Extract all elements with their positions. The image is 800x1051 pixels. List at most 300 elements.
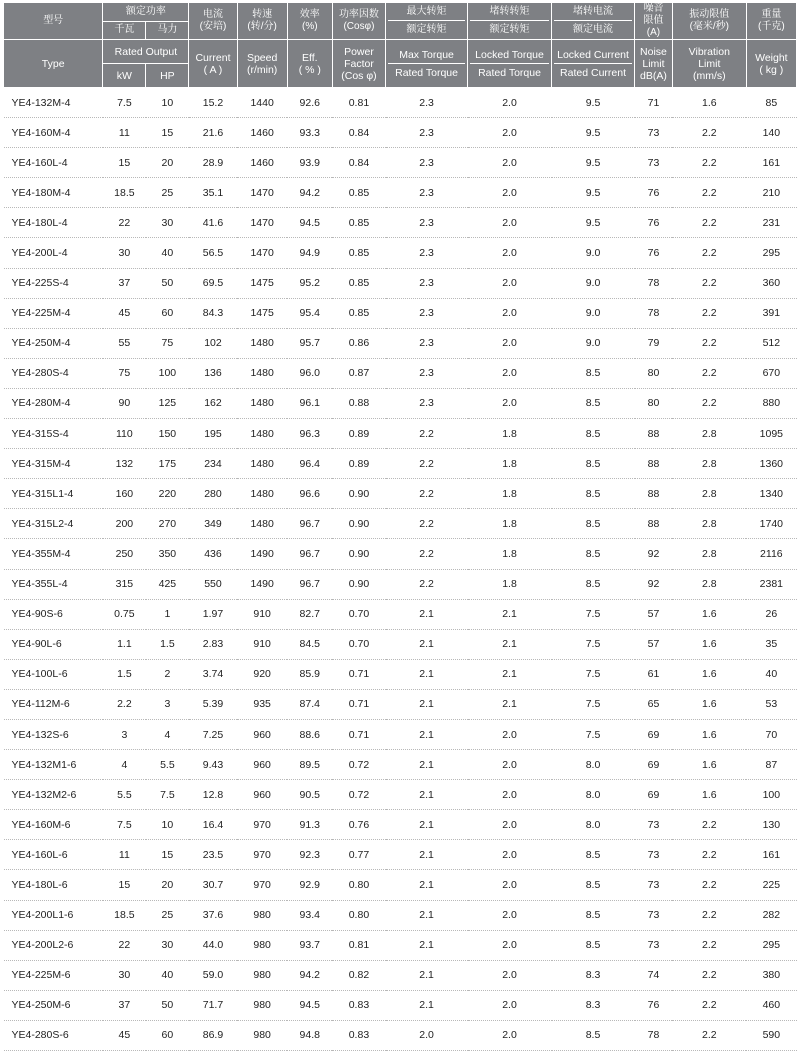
table-row (4, 719, 797, 749)
table-cell: 30.7 (189, 870, 237, 900)
table-cell: 2.3 (386, 238, 468, 268)
table-cell: 8.5 (552, 569, 635, 599)
table-cell: 391 (746, 298, 796, 328)
table-cell: 76 (635, 208, 673, 238)
table-cell: 2.8 (672, 569, 746, 599)
table-cell: 970 (237, 840, 287, 870)
table-cell: 0.90 (332, 509, 385, 539)
table-cell: 15 (103, 148, 146, 178)
table-cell: 162 (189, 388, 237, 418)
table-cell: 0.88 (332, 388, 385, 418)
header-max-torque-zh: 最大转矩 额定转矩 (386, 3, 468, 40)
table-cell: 18.5 (103, 900, 146, 930)
table-cell: 1480 (237, 449, 287, 479)
table-cell-type: YE4-90L-6 (4, 629, 103, 659)
table-cell: 225 (746, 870, 796, 900)
table-row (4, 118, 797, 148)
table-row (4, 780, 797, 810)
table-cell: 2.3 (386, 148, 468, 178)
table-cell: 2.2 (672, 1020, 746, 1050)
table-cell: 2.0 (468, 268, 552, 298)
table-cell: 45 (103, 298, 146, 328)
table-row (4, 479, 797, 509)
header-type-en: Type (4, 40, 103, 88)
table-cell: 195 (189, 419, 237, 449)
table-cell: 87.4 (287, 689, 332, 719)
table-cell: 1.6 (672, 629, 746, 659)
table-row (4, 629, 797, 659)
table-cell: 0.72 (332, 780, 385, 810)
table-cell: 2.2 (672, 238, 746, 268)
table-cell: 9.5 (552, 88, 635, 118)
table-cell: 0.72 (332, 750, 385, 780)
table-cell: 2.0 (468, 719, 552, 749)
table-cell: 1.1 (103, 629, 146, 659)
table-cell: 88 (635, 479, 673, 509)
table-cell: 88 (635, 509, 673, 539)
table-cell: 60 (146, 1020, 189, 1050)
table-cell: 69 (635, 780, 673, 810)
table-cell: 9.0 (552, 328, 635, 358)
table-cell: 0.76 (332, 810, 385, 840)
table-cell: 88.6 (287, 719, 332, 749)
table-cell: 12.8 (189, 780, 237, 810)
table-row (4, 238, 797, 268)
table-cell: 0.71 (332, 659, 385, 689)
table-cell: 92 (635, 569, 673, 599)
table-cell: 71 (635, 88, 673, 118)
table-cell: 436 (189, 539, 237, 569)
table-cell: 960 (237, 780, 287, 810)
table-cell: 1.8 (468, 449, 552, 479)
table-cell: 2.1 (386, 990, 468, 1020)
table-cell-type: YE4-280M-4 (4, 388, 103, 418)
table-cell: 282 (746, 900, 796, 930)
table-cell: 7.5 (552, 599, 635, 629)
table-cell: 1.6 (672, 719, 746, 749)
table-cell: 60 (146, 298, 189, 328)
table-row (4, 870, 797, 900)
table-cell: 96.4 (287, 449, 332, 479)
table-cell: 360 (746, 268, 796, 298)
table-cell: 8.5 (552, 479, 635, 509)
table-cell: 250 (103, 539, 146, 569)
table-cell: 1470 (237, 208, 287, 238)
header-rated-power-zh: 额定功率 (103, 3, 189, 22)
table-cell: 102 (189, 328, 237, 358)
table-row (4, 569, 797, 599)
table-cell: 2.0 (468, 388, 552, 418)
table-cell: 1480 (237, 388, 287, 418)
table-cell: 100 (146, 358, 189, 388)
table-cell: 5.5 (103, 780, 146, 810)
table-cell: 8.5 (552, 358, 635, 388)
table-cell: 100 (746, 780, 796, 810)
table-row (4, 1020, 797, 1050)
table-cell: 2.0 (468, 1020, 552, 1050)
table-cell: 56.5 (189, 238, 237, 268)
table-cell: 35 (746, 629, 796, 659)
table-cell: 2.0 (468, 118, 552, 148)
table-cell-type: YE4-160M-6 (4, 810, 103, 840)
header-model-zh: 型号 (4, 3, 103, 40)
table-cell-type: YE4-132M2-6 (4, 780, 103, 810)
table-cell: 2.0 (468, 208, 552, 238)
table-cell: 8.5 (552, 419, 635, 449)
table-cell: 2.3 (386, 118, 468, 148)
table-cell: 76 (635, 178, 673, 208)
table-cell: 0.85 (332, 298, 385, 328)
table-cell: 2.0 (386, 1020, 468, 1050)
table-row (4, 750, 797, 780)
table-cell: 315 (103, 569, 146, 599)
table-cell: 1480 (237, 358, 287, 388)
table-cell: 9.0 (552, 268, 635, 298)
table-cell: 130 (746, 810, 796, 840)
table-cell: 970 (237, 870, 287, 900)
table-cell: 9.0 (552, 238, 635, 268)
table-cell: 380 (746, 960, 796, 990)
table-cell: 59.0 (189, 960, 237, 990)
table-cell: 2.1 (386, 930, 468, 960)
table-cell: 2.1 (468, 689, 552, 719)
table-cell: 75 (103, 358, 146, 388)
table-cell: 9.5 (552, 178, 635, 208)
table-cell: 175 (146, 449, 189, 479)
table-cell: 2.0 (468, 960, 552, 990)
table-cell: 0.86 (332, 328, 385, 358)
table-cell: 78 (635, 298, 673, 328)
table-cell: 2.1 (468, 659, 552, 689)
header-vibration-zh: 振动限值 (毫米/秒) (672, 3, 746, 40)
table-cell: 8.5 (552, 870, 635, 900)
table-cell: 3.74 (189, 659, 237, 689)
table-cell: 590 (746, 1020, 796, 1050)
table-cell: 88 (635, 419, 673, 449)
table-cell: 69.5 (189, 268, 237, 298)
table-cell: 220 (146, 479, 189, 509)
table-cell: 95.2 (287, 268, 332, 298)
table-cell: 2.2 (386, 419, 468, 449)
table-cell: 295 (746, 930, 796, 960)
table-cell: 2.0 (468, 900, 552, 930)
table-row (4, 840, 797, 870)
table-cell: 57 (635, 599, 673, 629)
table-cell: 15.2 (189, 88, 237, 118)
table-cell: 89.5 (287, 750, 332, 780)
table-cell: 94.5 (287, 208, 332, 238)
table-row (4, 810, 797, 840)
table-cell: 2.0 (468, 990, 552, 1020)
table-row (4, 178, 797, 208)
table-cell: 8.3 (552, 960, 635, 990)
table-cell: 200 (103, 509, 146, 539)
table-cell: 550 (189, 569, 237, 599)
table-cell: 86.9 (189, 1020, 237, 1050)
table-cell: 40 (746, 659, 796, 689)
table-cell: 8.5 (552, 388, 635, 418)
table-cell: 2.1 (386, 659, 468, 689)
table-cell: 96.3 (287, 419, 332, 449)
table-cell: 1.6 (672, 750, 746, 780)
header-current-zh: 电流 (安培) (189, 3, 237, 40)
table-cell-type: YE4-180M-4 (4, 178, 103, 208)
table-cell: 55 (103, 328, 146, 358)
table-row (4, 960, 797, 990)
table-cell-type: YE4-315M-4 (4, 449, 103, 479)
table-cell: 7.5 (552, 689, 635, 719)
table-cell: 280 (189, 479, 237, 509)
table-cell: 425 (146, 569, 189, 599)
table-row (4, 449, 797, 479)
table-cell: 95.7 (287, 328, 332, 358)
table-cell-type: YE4-355L-4 (4, 569, 103, 599)
table-cell: 80 (635, 388, 673, 418)
table-cell: 2.0 (468, 780, 552, 810)
table-cell: 93.4 (287, 900, 332, 930)
table-cell: 2.2 (386, 509, 468, 539)
table-cell: 90 (103, 388, 146, 418)
table-cell: 2.2 (672, 358, 746, 388)
table-cell: 7.5 (552, 719, 635, 749)
table-cell: 1470 (237, 178, 287, 208)
table-cell: 57 (635, 629, 673, 659)
table-cell: 75 (146, 328, 189, 358)
table-cell: 2.3 (386, 388, 468, 418)
table-cell: 2.0 (468, 148, 552, 178)
table-cell: 8.0 (552, 780, 635, 810)
table-cell: 92 (635, 539, 673, 569)
table-row (4, 388, 797, 418)
table-cell: 2.2 (672, 178, 746, 208)
table-cell: 93.7 (287, 930, 332, 960)
table-cell: 460 (746, 990, 796, 1020)
table-cell: 20 (146, 870, 189, 900)
table-cell: 980 (237, 900, 287, 930)
table-cell: 22 (103, 930, 146, 960)
table-cell: 9.5 (552, 208, 635, 238)
table-cell-type: YE4-250M-4 (4, 328, 103, 358)
table-cell: 2.1 (386, 840, 468, 870)
table-cell: 234 (189, 449, 237, 479)
table-cell: 1470 (237, 238, 287, 268)
table-cell-type: YE4-280S-6 (4, 1020, 103, 1050)
table-body (4, 88, 797, 1051)
header-current-en: Current ( A ) (189, 40, 237, 88)
table-cell: 935 (237, 689, 287, 719)
table-cell: 1475 (237, 268, 287, 298)
table-cell: 295 (746, 238, 796, 268)
table-row (4, 900, 797, 930)
table-cell: 7.5 (552, 659, 635, 689)
table-cell: 980 (237, 930, 287, 960)
table-cell: 37 (103, 268, 146, 298)
table-cell-type: YE4-90S-6 (4, 599, 103, 629)
table-cell: 0.83 (332, 990, 385, 1020)
table-row (4, 88, 797, 118)
table-cell: 26 (746, 599, 796, 629)
table-cell: 18.5 (103, 178, 146, 208)
table-cell: 2.0 (468, 178, 552, 208)
header-pf-zh: 功率因数 (Cosφ) (332, 3, 385, 40)
header-rated-output-en: Rated Output (103, 40, 189, 64)
table-cell: 15 (103, 870, 146, 900)
table-cell: 0.82 (332, 960, 385, 990)
table-cell: 37 (103, 990, 146, 1020)
table-cell: 2.2 (672, 388, 746, 418)
table-cell: 71.7 (189, 990, 237, 1020)
table-cell: 69 (635, 719, 673, 749)
table-cell: 78 (635, 1020, 673, 1050)
table-cell: 2.2 (672, 840, 746, 870)
table-cell-type: YE4-200L-4 (4, 238, 103, 268)
table-cell: 25 (146, 178, 189, 208)
table-cell: 960 (237, 750, 287, 780)
table-cell: 2.3 (386, 88, 468, 118)
table-cell: 7.5 (552, 629, 635, 659)
table-cell: 0.85 (332, 268, 385, 298)
table-cell: 4 (103, 750, 146, 780)
table-cell: 74 (635, 960, 673, 990)
table-cell: 2.3 (386, 298, 468, 328)
table-cell: 150 (146, 419, 189, 449)
table-cell: 73 (635, 118, 673, 148)
table-cell-type: YE4-160L-6 (4, 840, 103, 870)
table-cell: 96.0 (287, 358, 332, 388)
table-cell: 2381 (746, 569, 796, 599)
table-cell: 2.2 (386, 539, 468, 569)
table-cell: 10 (146, 88, 189, 118)
table-cell: 7.5 (146, 780, 189, 810)
table-cell: 1340 (746, 479, 796, 509)
table-cell: 73 (635, 930, 673, 960)
table-cell: 90.5 (287, 780, 332, 810)
table-cell: 94.2 (287, 960, 332, 990)
table-cell: 2.2 (672, 810, 746, 840)
table-cell: 2.2 (672, 298, 746, 328)
table-row (4, 208, 797, 238)
table-cell: 2.8 (672, 539, 746, 569)
header-locked-current-en: Locked Current Rated Current (552, 40, 635, 88)
table-cell: 84.5 (287, 629, 332, 659)
table-cell: 94.5 (287, 990, 332, 1020)
table-cell: 1460 (237, 148, 287, 178)
table-cell: 2.0 (468, 930, 552, 960)
header-max-torque-en: Max Torque Rated Torque (386, 40, 468, 88)
table-cell: 920 (237, 659, 287, 689)
table-cell: 85 (746, 88, 796, 118)
table-cell: 2.2 (672, 870, 746, 900)
header-kw-zh: 千瓦 (103, 21, 146, 40)
table-cell: 1360 (746, 449, 796, 479)
table-cell: 4 (146, 719, 189, 749)
table-cell: 2.2 (386, 479, 468, 509)
table-cell: 2.1 (386, 960, 468, 990)
table-cell: 41.6 (189, 208, 237, 238)
table-cell: 210 (746, 178, 796, 208)
table-cell: 5.39 (189, 689, 237, 719)
table-cell: 79 (635, 328, 673, 358)
table-row (4, 268, 797, 298)
header-vibration-en: Vibration Limit (mm/s) (672, 40, 746, 88)
table-cell: 8.5 (552, 509, 635, 539)
table-cell: 0.77 (332, 840, 385, 870)
table-cell: 73 (635, 870, 673, 900)
table-cell: 910 (237, 599, 287, 629)
table-cell: 2.0 (468, 238, 552, 268)
table-cell: 3 (146, 689, 189, 719)
table-cell: 1.8 (468, 569, 552, 599)
table-cell: 2.2 (672, 328, 746, 358)
header-weight-zh: 重量 (千克) (746, 3, 796, 40)
table-cell: 2.0 (468, 840, 552, 870)
table-cell: 2.3 (386, 358, 468, 388)
motor-spec-table (3, 2, 797, 1051)
table-cell: 93.3 (287, 118, 332, 148)
table-cell: 85.9 (287, 659, 332, 689)
table-cell: 8.5 (552, 840, 635, 870)
table-cell: 2.2 (672, 148, 746, 178)
table-cell: 8.5 (552, 930, 635, 960)
table-cell: 15 (146, 118, 189, 148)
table-cell: 970 (237, 810, 287, 840)
table-cell: 96.1 (287, 388, 332, 418)
table-cell: 1740 (746, 509, 796, 539)
table-cell: 8.3 (552, 990, 635, 1020)
table-cell: 0.83 (332, 1020, 385, 1050)
table-cell-type: YE4-355M-4 (4, 539, 103, 569)
table-cell: 2.8 (672, 449, 746, 479)
table-cell: 2.2 (672, 118, 746, 148)
table-cell: 92.3 (287, 840, 332, 870)
table-cell: 1.6 (672, 88, 746, 118)
table-cell: 9.5 (552, 148, 635, 178)
header-speed-en: Speed (r/min) (237, 40, 287, 88)
table-cell-type: YE4-112M-6 (4, 689, 103, 719)
table-cell: 1480 (237, 509, 287, 539)
table-cell: 94.2 (287, 178, 332, 208)
table-cell: 1.6 (672, 780, 746, 810)
table-cell: 92.9 (287, 870, 332, 900)
table-cell: 2.2 (672, 930, 746, 960)
table-cell: 9.43 (189, 750, 237, 780)
table-cell: 1475 (237, 298, 287, 328)
table-cell: 0.84 (332, 148, 385, 178)
table-cell: 94.8 (287, 1020, 332, 1050)
table-cell: 2.0 (468, 810, 552, 840)
table-cell: 0.80 (332, 900, 385, 930)
table-cell: 2.1 (386, 750, 468, 780)
table-cell: 37.6 (189, 900, 237, 930)
table-cell: 78 (635, 268, 673, 298)
table-cell: 1480 (237, 328, 287, 358)
table-cell: 87 (746, 750, 796, 780)
table-cell: 980 (237, 990, 287, 1020)
table-cell: 28.9 (189, 148, 237, 178)
header-eff-en: Eff. ( % ) (287, 40, 332, 88)
table-cell: 25 (146, 900, 189, 930)
table-row (4, 298, 797, 328)
table-cell: 0.85 (332, 178, 385, 208)
header-hp-en: HP (146, 64, 189, 88)
table-cell: 2.1 (386, 599, 468, 629)
table-cell: 8.5 (552, 1020, 635, 1050)
table-cell: 8.5 (552, 900, 635, 930)
table-cell: 2.2 (672, 900, 746, 930)
table-cell: 76 (635, 990, 673, 1020)
table-cell: 1480 (237, 479, 287, 509)
table-cell: 1490 (237, 569, 287, 599)
